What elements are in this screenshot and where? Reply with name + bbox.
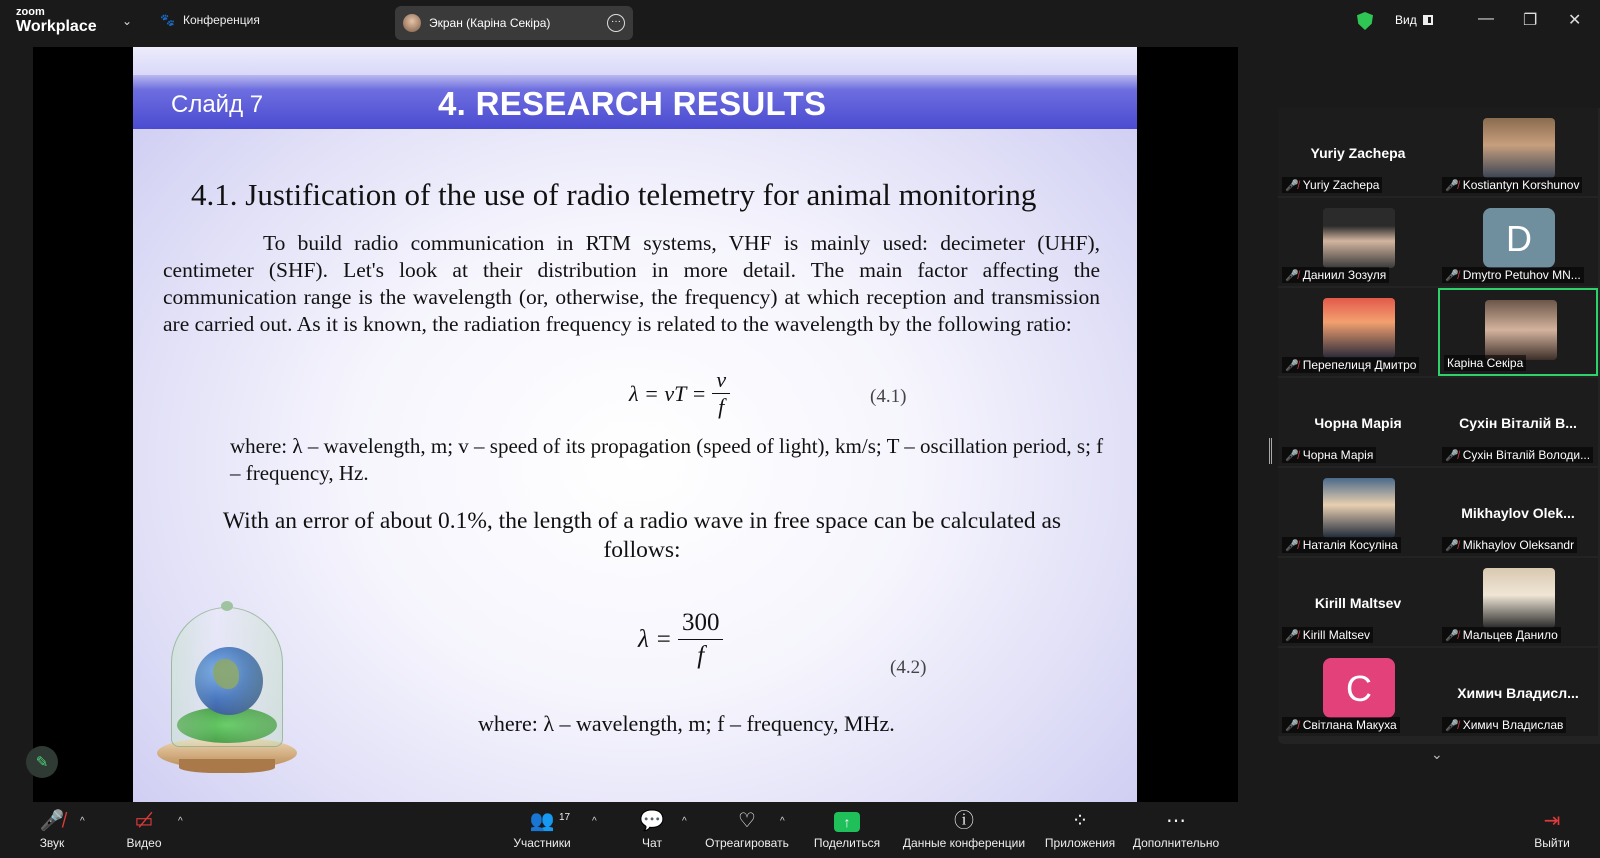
chat-label: Чат [642,836,662,850]
participant-big-name: Чорна Марія [1314,415,1402,431]
eq2-numerator: 300 [678,607,724,640]
participant-big-name: Mikhaylov Olek... [1461,505,1575,521]
participant-tile[interactable] [1278,648,1438,736]
react-options-caret-icon[interactable]: ^ [780,816,785,827]
annotate-pencil-icon[interactable]: ✎ [26,746,58,778]
more-dots-icon: ⋯ [1166,810,1186,832]
where-explanation-2: where: λ – wavelength, m; f – frequency, MHz. [478,711,895,736]
panel-resize-handle[interactable] [1269,438,1272,464]
muted-mic-icon: 🎤̸ [1445,269,1459,282]
participant-name: Каріна Секіра [1447,356,1524,370]
participant-label [1442,177,1582,193]
participant-name: Наталія Косуліна [1302,538,1398,552]
eq1-numerator: v [712,367,730,394]
participant-tile[interactable] [1438,468,1598,556]
glass-dome [171,607,283,747]
participant-name: Перепелиця Дмитро [1302,358,1417,372]
muted-mic-icon: 🎤̸ [1285,269,1299,282]
participant-tile[interactable] [1278,468,1438,556]
muted-mic-icon: 🎤̸ [1285,629,1299,642]
presentation-slide [133,47,1137,802]
zoom-logo[interactable] [16,7,97,35]
muted-mic-icon: 🎤̸ [1285,539,1299,552]
participant-avatar [1323,208,1395,268]
chevron-down-icon[interactable]: ⌄ [122,14,133,28]
share-screen-icon: ↑ [812,808,882,834]
logo-small-text: zoom [16,6,45,18]
share-screen-button[interactable] [812,808,882,850]
participants-gallery [1278,108,1600,744]
participant-video [1485,300,1557,360]
participant-avatar [1483,568,1555,628]
participant-tile[interactable] [1278,288,1438,376]
participant-tile[interactable] [1278,108,1438,196]
video-off-icon: ▭̸ [134,810,154,832]
participants-label: Участники [513,836,571,850]
muted-mic-icon: 🎤̸ [1285,179,1299,192]
participant-label [1282,267,1389,283]
participant-tile[interactable] [1438,378,1598,466]
participant-label [1282,357,1419,373]
participant-label [1282,627,1373,643]
participant-name: Чорна Марія [1302,448,1374,462]
equation-4-2-number: (4.2) [890,657,927,678]
where-explanation-1: where: λ – wavelength, m; v – speed of its propagation (speed of light), km/s; T – oscillation period, s; f – frequency, Hz. [230,434,1104,485]
sharer-avatar [403,14,421,32]
participants-options-caret-icon[interactable]: ^ [592,816,597,827]
video-button[interactable] [122,808,166,850]
muted-mic-icon: 🎤̸ [1445,449,1459,462]
participant-avatar [1323,478,1395,538]
top-bar [0,0,1600,44]
view-button[interactable] [1395,13,1433,27]
react-label: Отреагировать [705,836,789,850]
more-label: Дополнительно [1132,836,1220,850]
equation-4-1-number: (4.1) [870,386,907,407]
leave-button[interactable] [1532,808,1572,850]
eq2-fraction [678,607,724,672]
eq1-denominator: f [718,394,725,419]
slide-paragraph-2: With an error of about 0.1%, the length of a radio wave in free space can be calculated as follows: [222,508,1062,563]
bottom-toolbar [0,802,1600,858]
dome-knob [221,601,233,611]
participant-label [1282,717,1400,733]
audio-options-caret-icon[interactable]: ^ [80,816,85,827]
logo-big-text: Workplace [16,18,97,35]
leave-icon: ⇥ [1543,810,1561,832]
participant-letter-avatar: С [1323,658,1395,718]
muted-mic-icon: 🎤̸ [1285,449,1299,462]
info-label: Данные конференции [902,836,1026,850]
participant-tile[interactable] [1438,198,1598,286]
scroll-down-chevron-icon[interactable]: ⌄ [1431,746,1443,762]
eq1-lhs: λ = vT = [629,380,707,406]
participant-name: Химич Владислав [1462,718,1564,732]
participant-tile[interactable] [1278,198,1438,286]
muted-mic-icon: 🎤̸ [1285,359,1299,372]
video-label: Видео [126,836,162,850]
more-button[interactable] [1130,808,1222,850]
leave-label: Выйти [1534,836,1570,850]
slide-header-band [133,47,1137,75]
participant-label [1444,355,1526,371]
paw-icon: 🐾 [160,13,175,27]
participant-video [1483,118,1555,178]
participant-label [1442,537,1577,553]
participant-name: Dmytro Petuhov MN... [1462,268,1581,282]
video-options-caret-icon[interactable]: ^ [178,816,183,827]
participant-big-name: Kirill Maltsev [1314,595,1402,611]
minimize-icon[interactable]: — [1478,10,1494,27]
audio-label: Звук [39,836,65,850]
apps-icon: ⁘ [1071,810,1089,832]
more-options-icon[interactable]: ··· [607,14,625,32]
screen-share-label: Экран (Каріна Секіра) [429,16,551,30]
slide-paragraph-1 [163,230,1100,338]
participant-name: Kirill Maltsev [1302,628,1371,642]
participant-label [1442,447,1593,463]
participant-letter-avatar: D [1483,208,1555,268]
chat-icon: 💬 [639,810,665,832]
participant-tile[interactable] [1438,108,1598,196]
screen-share-indicator[interactable] [395,6,633,40]
participants-icon: 👥 [529,810,555,832]
participant-tile-active-speaker[interactable] [1438,288,1598,376]
globe-base-foot [179,759,275,773]
participant-big-name: Сухін Віталій В... [1459,415,1577,431]
participant-name: Даниил Зозуля [1302,268,1387,282]
participant-tile[interactable] [1278,558,1438,646]
chat-options-caret-icon[interactable]: ^ [682,816,687,827]
participant-avatar [1323,298,1395,358]
view-label: Вид [1395,13,1417,27]
audio-button[interactable] [32,808,72,850]
muted-mic-icon: 🎤̸ [1445,629,1459,642]
conference-label: Конференция [182,13,260,27]
slide-subtitle: 4.1. Justification of the use of radio telemetry for animal monitoring [191,177,1037,212]
participant-label [1442,717,1566,733]
participant-name: Mikhaylov Oleksandr [1462,538,1575,552]
slide-header [133,47,1137,129]
muted-mic-icon: 🎤̸ [1285,719,1299,732]
muted-mic-icon: 🎤̸ [1445,719,1459,732]
paragraph-1-text: To build radio communication in RTM systems, VHF is mainly used: decimeter (UHF), centimeter (SHF). Let's look at their distribution in more detail. The main factor affecting the communication range is the wavelength (or, otherwise, the frequency) at which reception and transmission are carried out. As it is known, the radiation frequency is related to the wavelength by the following ratio: [163,231,1100,336]
participant-label [1282,537,1401,553]
participant-big-name: Yuriy Zachepa [1310,145,1406,161]
info-icon: ⓘ [954,810,974,832]
muted-mic-icon: 🎤̸ [1445,539,1459,552]
participant-name: Сухін Віталій Володи... [1462,448,1591,462]
eq2-denominator: f [697,642,705,669]
eq2-lhs: λ = [638,625,672,653]
apps-label: Приложения [1044,836,1116,850]
participant-label [1282,177,1382,193]
participant-tile[interactable] [1278,378,1438,466]
participant-tile[interactable] [1438,558,1598,646]
heart-icon: ♡ [738,810,756,832]
globe-under-glass-image [151,607,301,777]
participant-label [1282,447,1376,463]
muted-microphone-icon: 🎤̸ [39,810,65,832]
muted-mic-icon: 🎤̸ [1445,179,1459,192]
participant-name: Kostiantyn Korshunov [1462,178,1580,192]
participants-count: 17 [559,812,571,823]
participant-big-name: Химич Владисл... [1457,685,1579,701]
participant-label [1442,627,1561,643]
slide-title: 4. RESEARCH RESULTS [438,85,827,122]
participant-name: Мальцев Данило [1462,628,1558,642]
meeting-info-button[interactable] [902,808,1026,850]
participant-name: Yuriy Zachepa [1302,178,1380,192]
participant-tile[interactable] [1438,648,1598,736]
conference-button[interactable] [160,13,260,27]
apps-button[interactable] [1040,808,1120,850]
share-label: Поделиться [813,836,881,850]
restore-icon[interactable]: ❐ [1523,12,1538,29]
security-shield-icon[interactable] [1357,12,1373,30]
equation-4-2 [638,607,723,672]
chat-button[interactable] [635,808,669,850]
close-icon[interactable]: ✕ [1568,12,1582,29]
react-button[interactable] [703,808,791,850]
slide-number: Слайд 7 [171,91,264,118]
grid-view-icon [1423,15,1433,25]
participant-label [1442,267,1584,283]
eq1-fraction [712,367,730,420]
equation-4-1 [629,367,730,420]
participant-name: Світлана Макуха [1302,718,1397,732]
